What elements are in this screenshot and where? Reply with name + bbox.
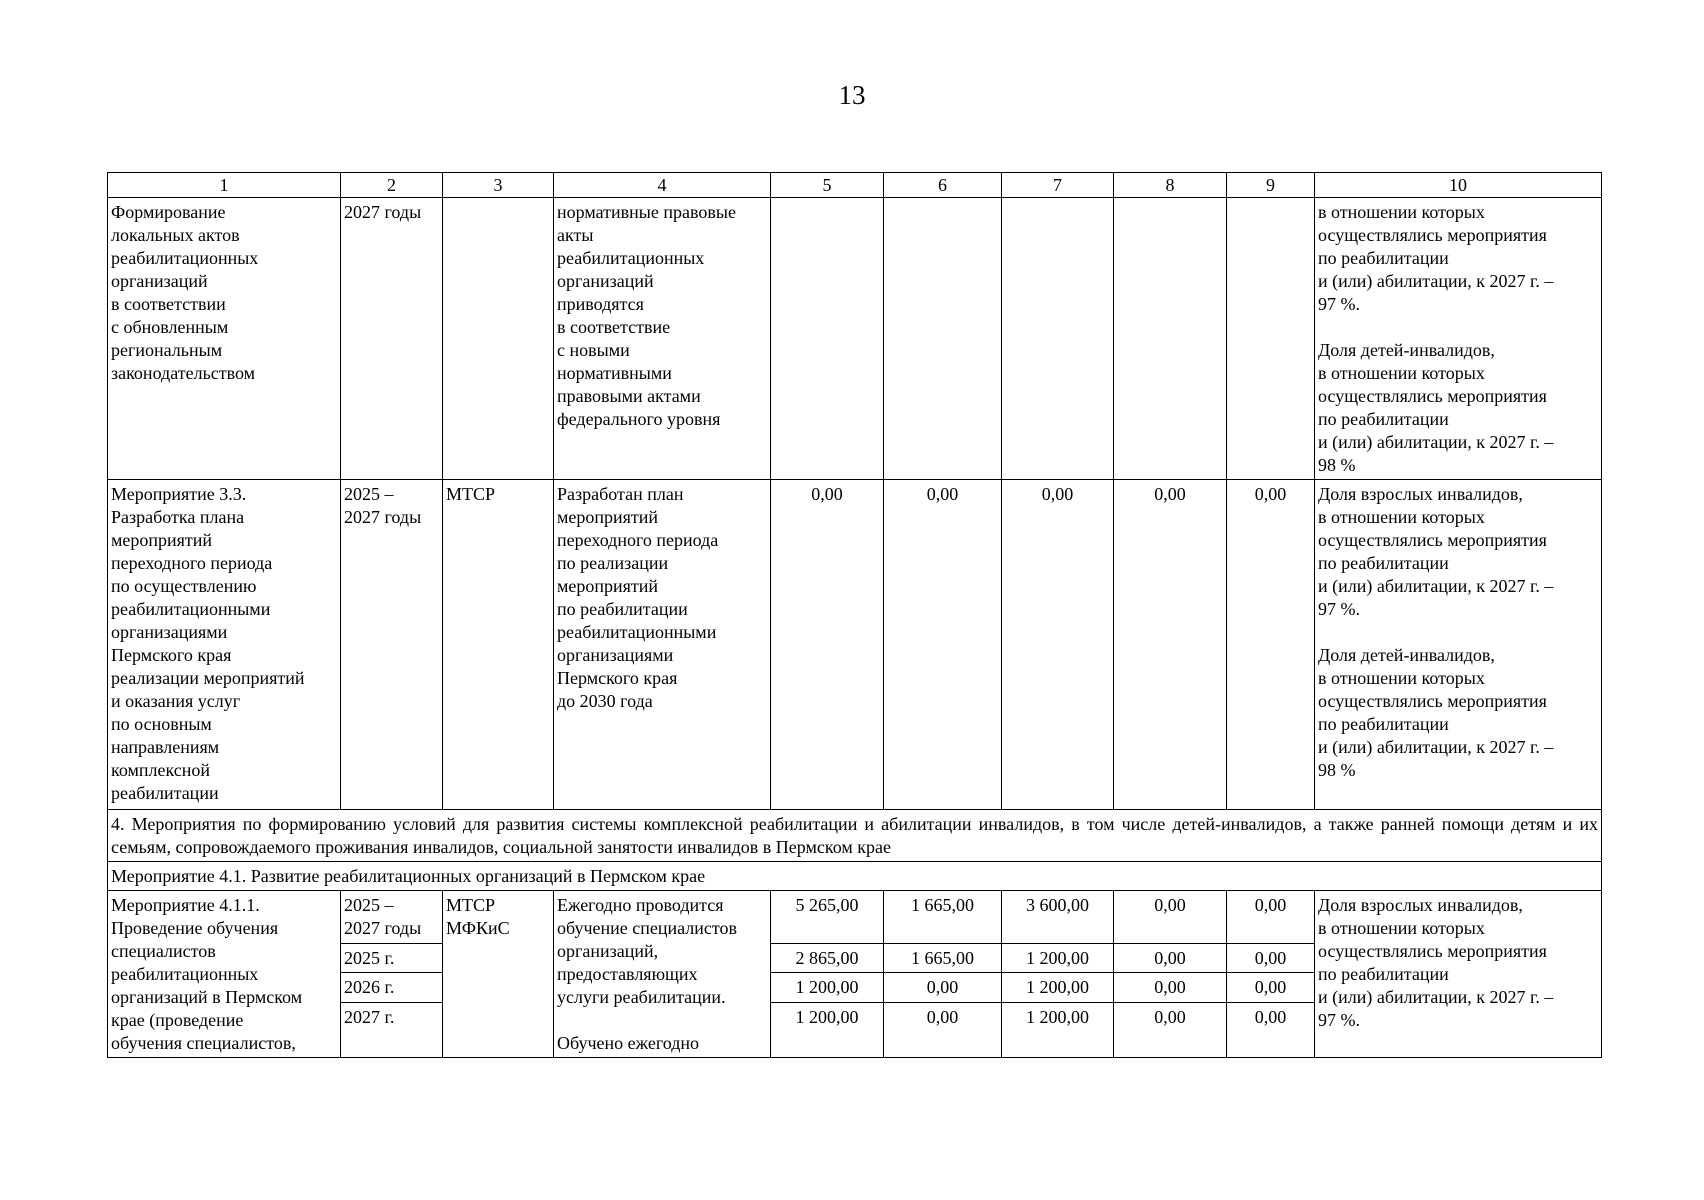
page-number: 13 (838, 80, 866, 110)
period-cell: 2025 – 2027 годы (341, 480, 443, 810)
header-col-3: 3 (443, 173, 554, 198)
value-cell: 0,00 (1227, 973, 1315, 1003)
table-row (108, 480, 1602, 810)
result-cell: Разработан план мероприятий переходного периода по реализации мероприятий по реабилитации реабилитационными организациями Пермского края до 2030 года (554, 480, 771, 810)
executor-cell: МТСР (443, 480, 554, 810)
subsection-row (108, 862, 1602, 891)
value-cell: 0,00 (1114, 943, 1227, 973)
result-cell: Ежегодно проводится обучение специалистов организаций, предоставляющих услуги реабилитации. Обучено ежегодно (554, 891, 771, 1058)
value-cell (1227, 198, 1315, 480)
measure-heading: Мероприятие 4.1. Развитие реабилитационных организаций в Пермском крае (108, 862, 1602, 891)
value-cell (1002, 198, 1114, 480)
indicator-cell: Доля взрослых инвалидов, в отношении которых осуществлялись мероприятия по реабилитации и (или) абилитации, к 2027 г. – 97 %. (1315, 891, 1602, 1058)
period-cell: 2025 – 2027 годы (341, 891, 443, 944)
period-cell: 2025 г. (341, 943, 443, 973)
header-col-5: 5 (771, 173, 884, 198)
table-row (108, 198, 1602, 480)
measure-title: Мероприятие 4.1.1. Проведение обучения специалистов реабилитационных организаций в Пермском крае (проведение обучения специалистов, (108, 891, 341, 1058)
value-cell: 1 200,00 (771, 973, 884, 1003)
value-cell: 0,00 (771, 480, 884, 810)
value-cell: 0,00 (1114, 891, 1227, 944)
header-col-1: 1 (108, 173, 341, 198)
table-row (108, 891, 1602, 944)
header-col-2: 2 (341, 173, 443, 198)
period-cell: 2027 г. (341, 1002, 443, 1057)
value-cell: 1 665,00 (884, 891, 1002, 944)
value-cell: 0,00 (1114, 973, 1227, 1003)
executor-cell (443, 198, 554, 480)
result-cell: нормативные правовые акты реабилитационных организаций приводятся в соответствие с новыми нормативными правовыми актами федерального уровня (554, 198, 771, 480)
indicator-cell: в отношении которых осуществлялись мероприятия по реабилитации и (или) абилитации, к 2027 г. – 97 %. Доля детей-инвалидов, в отношении которых осуществлялись мероприятия по реабилитации и (или) абилитации, к 2027 г. – 98 % (1315, 198, 1602, 480)
value-cell: 1 200,00 (1002, 1002, 1114, 1057)
value-cell (1114, 198, 1227, 480)
value-cell (771, 198, 884, 480)
value-cell: 1 665,00 (884, 943, 1002, 973)
header-col-7: 7 (1002, 173, 1114, 198)
value-cell: 0,00 (884, 973, 1002, 1003)
measures-table (107, 172, 1602, 1058)
value-cell: 1 200,00 (771, 1002, 884, 1057)
header-col-4: 4 (554, 173, 771, 198)
period-cell: 2027 годы (341, 198, 443, 480)
value-cell: 1 200,00 (1002, 943, 1114, 973)
value-cell: 5 265,00 (771, 891, 884, 944)
value-cell: 1 200,00 (1002, 973, 1114, 1003)
section-row (108, 810, 1602, 862)
value-cell: 0,00 (884, 480, 1002, 810)
value-cell: 0,00 (884, 1002, 1002, 1057)
value-cell: 0,00 (1227, 943, 1315, 973)
executor-cell: МТСР МФКиС (443, 891, 554, 1058)
value-cell (884, 198, 1002, 480)
period-cell: 2026 г. (341, 973, 443, 1003)
header-col-6: 6 (884, 173, 1002, 198)
indicator-cell: Доля взрослых инвалидов, в отношении которых осуществлялись мероприятия по реабилитации и (или) абилитации, к 2027 г. – 97 %. Доля детей-инвалидов, в отношении которых осуществлялись мероприятия по реабилитации и (или) абилитации, к 2027 г. – 98 % (1315, 480, 1602, 810)
value-cell: 0,00 (1227, 891, 1315, 944)
measure-title: Формирование локальных актов реабилитационных организаций в соответствии с обновленным региональным законодательством (108, 198, 341, 480)
header-col-9: 9 (1227, 173, 1315, 198)
section-heading: 4. Мероприятия по формированию условий для развития системы комплексной реабилитации и абилитации инвалидов, в том числе детей-инвалидов, а также ранней помощи детям и их семьям, сопровождаемого проживания инвалидов, социальной занятости инвалидов в Пермском крае (108, 810, 1602, 862)
value-cell: 0,00 (1227, 480, 1315, 810)
value-cell: 2 865,00 (771, 943, 884, 973)
header-col-10: 10 (1315, 173, 1602, 198)
value-cell: 3 600,00 (1002, 891, 1114, 944)
header-col-8: 8 (1114, 173, 1227, 198)
value-cell: 0,00 (1227, 1002, 1315, 1057)
measure-title: Мероприятие 3.3. Разработка плана мероприятий переходного периода по осуществлению реабилитационными организациями Пермского края реализации мероприятий и оказания услуг по основным направлениям комплексной реабилитации (108, 480, 341, 810)
value-cell: 0,00 (1114, 1002, 1227, 1057)
value-cell: 0,00 (1114, 480, 1227, 810)
header-row (108, 173, 1602, 198)
value-cell: 0,00 (1002, 480, 1114, 810)
